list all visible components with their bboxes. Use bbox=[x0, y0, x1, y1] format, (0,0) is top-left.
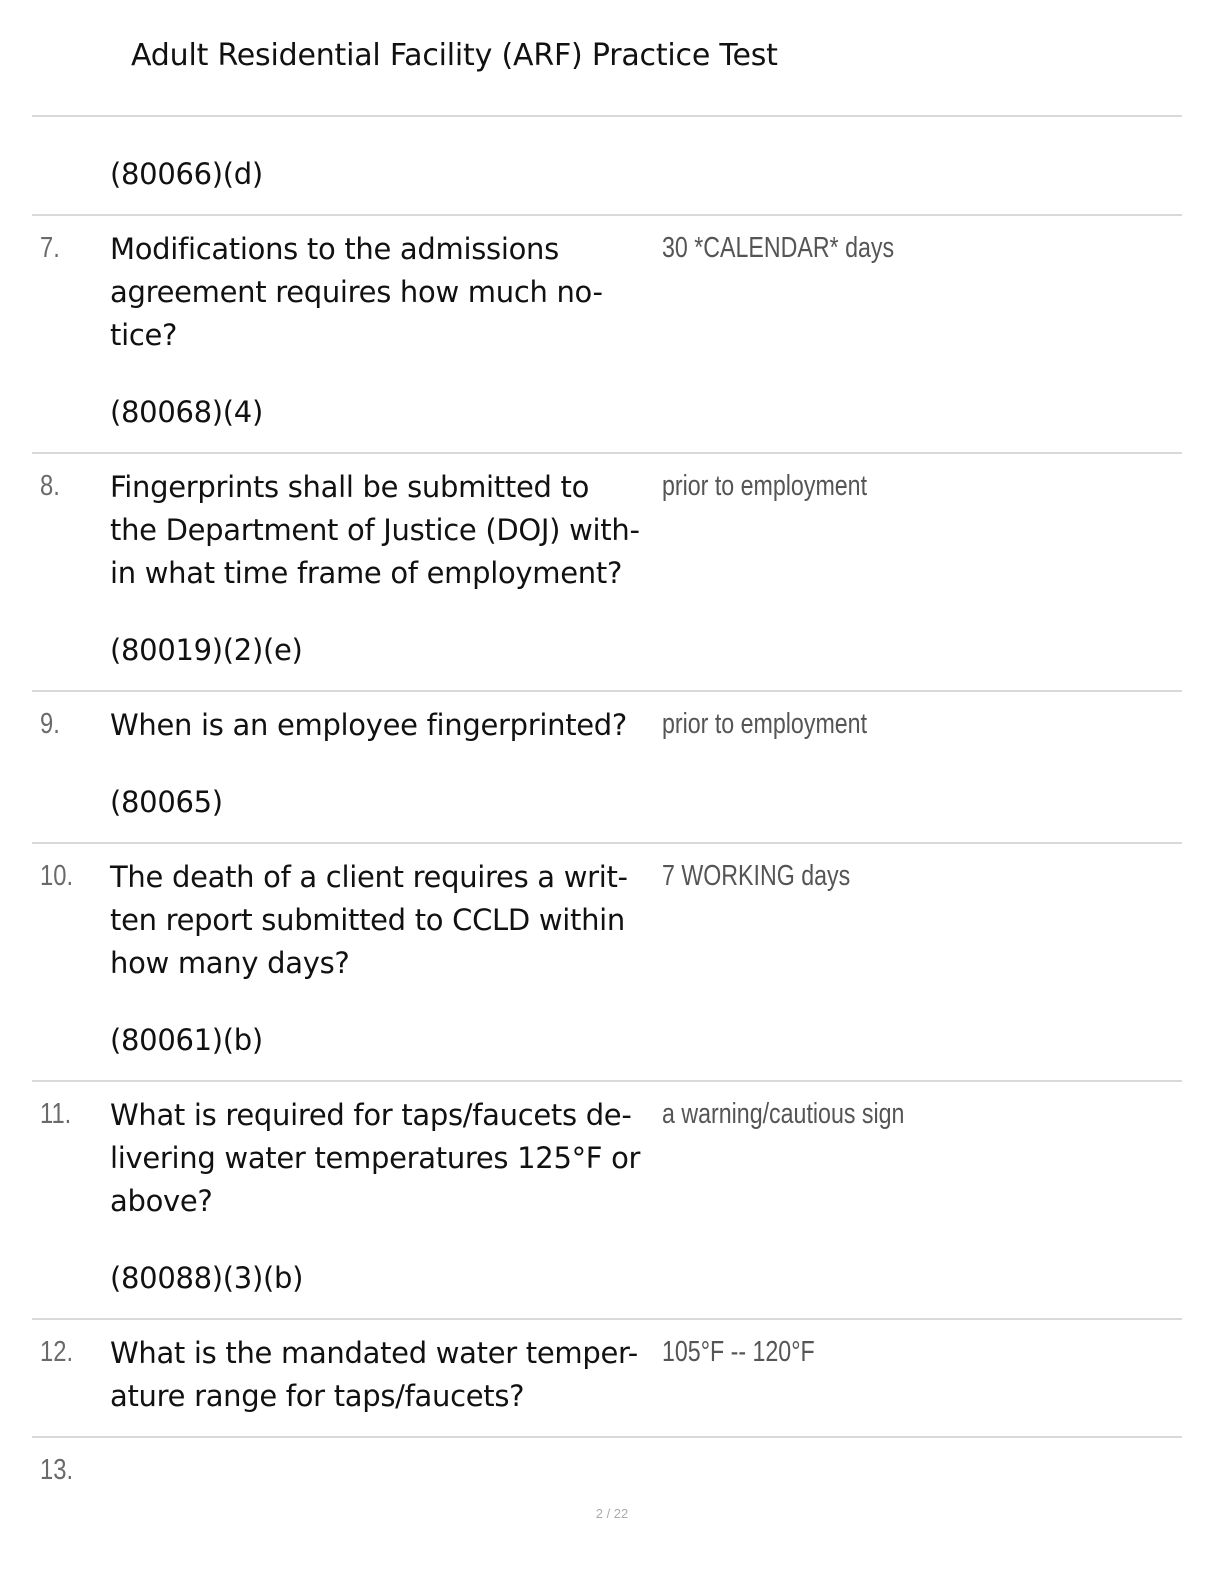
section-reference: (80088)(3)(b) bbox=[110, 1261, 304, 1295]
answer-text: 30 *CALENDAR* days bbox=[662, 232, 895, 264]
page-indicator: 2 / 22 bbox=[595, 1506, 629, 1521]
question-number: 11. bbox=[40, 1098, 72, 1130]
divider bbox=[32, 214, 1182, 216]
question-number: 7. bbox=[40, 232, 60, 264]
divider bbox=[32, 842, 1182, 844]
question-text: Fingerprints shall be submitted to the Department of Justice (DOJ) with- in what time frame of employment? bbox=[110, 470, 640, 590]
divider bbox=[32, 1436, 1182, 1438]
page-title: Adult Residential Facility (ARF) Practice Test bbox=[131, 38, 778, 73]
divider bbox=[32, 452, 1182, 454]
question-text: What is the mandated water temper- ature range for taps/faucets? bbox=[110, 1336, 638, 1413]
divider bbox=[32, 690, 1182, 692]
section-reference: (80061)(b) bbox=[110, 1023, 263, 1057]
section-reference: (80019)(2)(e) bbox=[110, 633, 303, 667]
answer-text: prior to employment bbox=[662, 470, 868, 502]
question-number: 10. bbox=[40, 860, 74, 892]
question-number: 13. bbox=[40, 1454, 74, 1486]
divider-header bbox=[32, 115, 1182, 117]
answer-text: 7 WORKING days bbox=[662, 860, 851, 892]
divider bbox=[32, 1318, 1182, 1320]
question-number: 9. bbox=[40, 708, 60, 740]
divider bbox=[32, 1080, 1182, 1082]
answer-text: a warning/cautious sign bbox=[662, 1098, 905, 1130]
continuation-reference: (80066)(d) bbox=[110, 157, 263, 191]
answer-text: prior to employment bbox=[662, 708, 868, 740]
question-text: The death of a client requires a writ- ten report submitted to CCLD within how many days? bbox=[110, 860, 628, 980]
question-text: Modifications to the admissions agreement requires how much no- tice? bbox=[110, 232, 603, 352]
question-number: 12. bbox=[40, 1336, 74, 1368]
section-reference: (80065) bbox=[110, 785, 223, 819]
question-number: 8. bbox=[40, 470, 60, 502]
section-reference: (80068)(4) bbox=[110, 395, 263, 429]
answer-text: 105°F -- 120°F bbox=[662, 1336, 815, 1368]
question-text: When is an employee fingerprinted? bbox=[110, 708, 628, 742]
question-text: What is required for taps/faucets de- livering water temperatures 125°F or above? bbox=[110, 1098, 641, 1218]
